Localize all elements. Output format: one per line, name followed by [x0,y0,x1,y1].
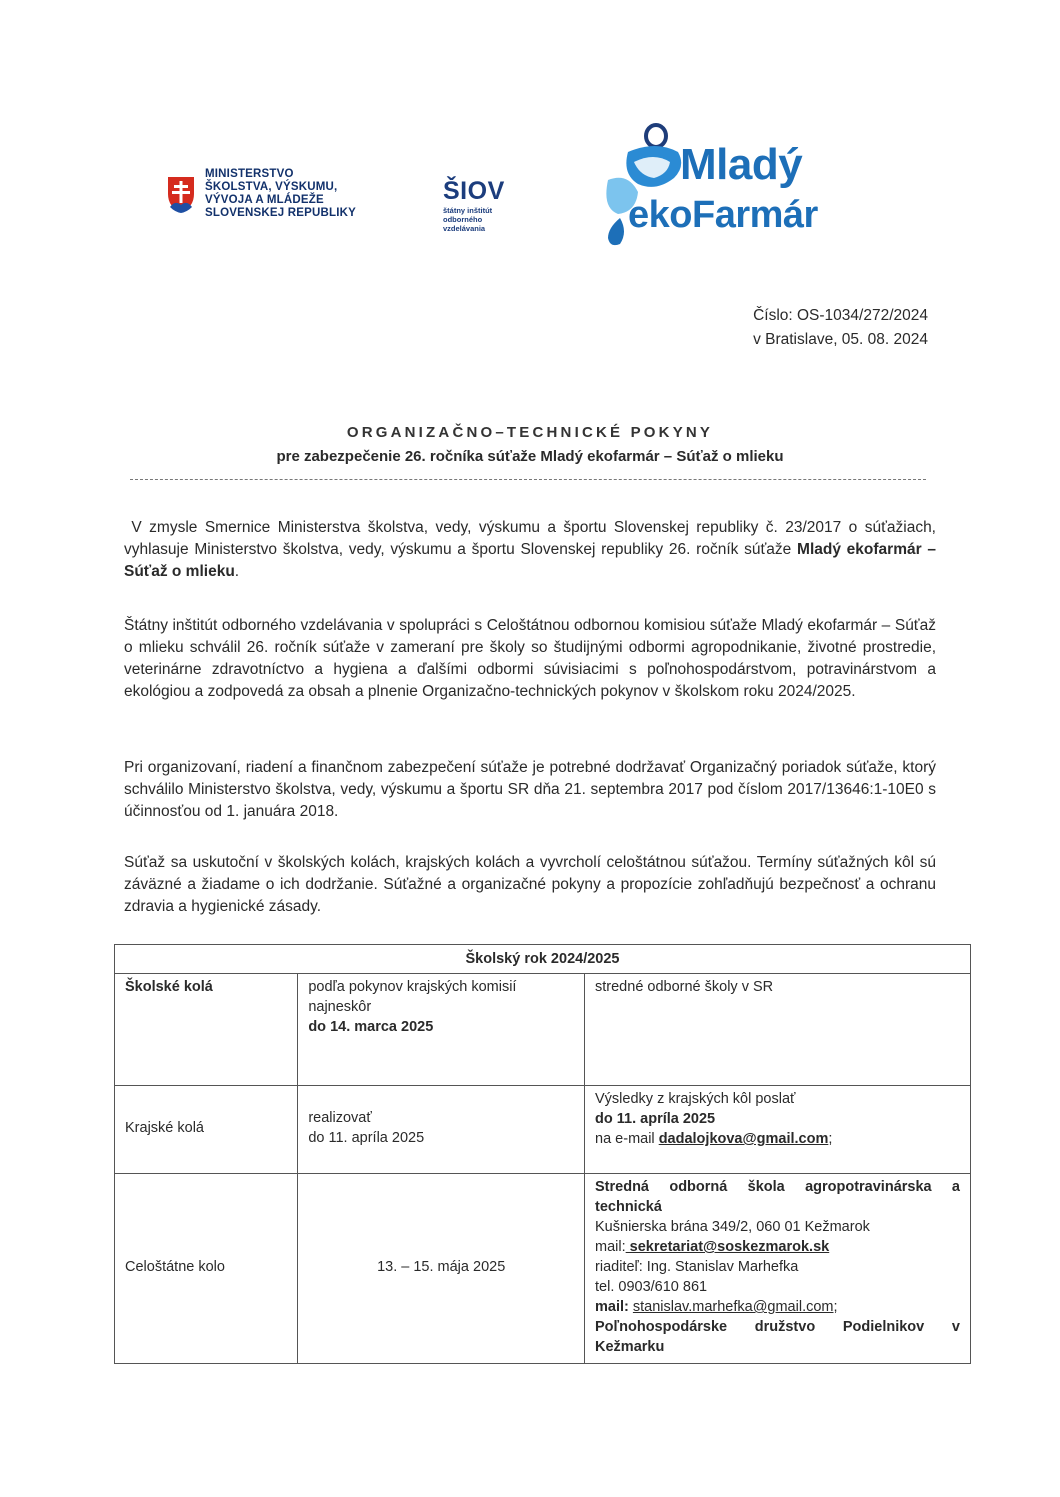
row-term: realizovať do 11. apríla 2025 [298,1086,585,1174]
paragraph-1: V zmysle Smernice Ministerstva školstva, vedy, výskumu a športu Slovenskej republiky č. 23/2017 o súťažiach, vyhlasuje Ministerstvo školstva, vedy, výskumu a športu Slovenskej republiky 26. ročník súťaže Mladý ekofarmár – Súťaž o mlieku. [124,519,936,580]
paragraph-2: Štátny inštitút odborného vzdelávania v spolupráci s Celoštátnou odbornou komisiou súťaže Mladý ekofarmár – Súťaž o mlieku schválil 26. ročník súťaže v zameraní pre školy so študijnými odbormi agropodnikanie, životné prostredie, veterinárne zdravotníctvo a hygiena a ďalšími odbormi súvisiacimi s poľnohospodárstvom, potravinárstvom a ekológiou a zodpovedá za obsah a plnenie Organizačno-technických pokynov v školskom roku 2024/2025. [124,617,936,700]
row-label: Celoštátne kolo [115,1174,298,1364]
schedule-table [114,944,971,1364]
ministry-logo [165,168,385,238]
document-title: ORGANIZAČNO–TECHNICKÉ POKYNY [346,424,714,441]
table-row-school [115,974,971,1086]
table-row-regional [115,1086,971,1174]
row-note: stredné odborné školy v SR [585,974,971,1086]
slovak-coat-of-arms-icon [165,174,197,214]
paragraph-4: Súťaž sa uskutoční v školských kolách, krajských kolách a vyvrcholí celoštátnou súťažou. Termíny súťažných kôl sú záväzné a žiadame o ich dodržanie. Súťažné a organizačné pokyny a propozície zohľadňujú bezpečnosť a ochranu zdravia a hygienické zásady. [124,854,936,915]
place-date: v Bratislave, 05. 08. 2024 [753,331,928,348]
document-subtitle: pre zabezpečenie 26. ročníka súťaže Mladý ekofarmár – Súťaž o mlieku [276,448,784,465]
table-header: Školský rok 2024/2025 [115,945,971,974]
siov-title: ŠIOV [443,177,505,205]
row-term: 13. – 15. mája 2025 [298,1174,585,1364]
logo-word-mlady: Mladý [680,140,803,189]
table-row-national [115,1174,971,1364]
reference-number: Číslo: OS-1034/272/2024 [753,307,928,324]
director-email-link[interactable]: stanislav.marhefka@gmail.com [632,1299,834,1315]
school-email-link[interactable]: sekretariat@soskezmarok.sk [625,1239,830,1255]
row-term: podľa pokynov krajských komisií najneskôr do 14. marca 2025 [298,974,585,1086]
row-label: Školské kolá [115,974,298,1086]
logo-word-ekofarmar: ekoFarmár [628,194,818,236]
table-header-row [115,945,971,974]
row-note: Výsledky z krajských kôl poslať do 11. apríla 2025 na e-mail dadalojkova@gmail.com; [585,1086,971,1174]
dashed-divider [130,479,926,480]
paragraph-3: Pri organizovaní, riadení a finančnom zabezpečení súťaže je potrebné dodržavať Organizačný poriadok súťaže, ktorý schválilo Ministerstvo školstva, vedy, výskumu a športu SR dňa 21. septembra 2017 pod číslom 2017/13646:1-10E0 s účinnosťou od 1. januára 2018. [124,759,936,820]
siov-logo [443,178,523,258]
row-note: Stredná odborná škola agropotravinárska a technická Kušnierska brána 349/2, 060 01 Kežmarok mail: sekretariat@soskezmarok.sk riaditeľ: Ing. Stanislav Marhefka tel. 0903/610 861 mail: stanislav.marhefka@gmail.com; Poľnohospodárske družstvo Podielnikov v Kežmarku [585,1174,971,1364]
reference-block [753,304,928,352]
ministry-name: MINISTERSTVO ŠKOLSTVA, VÝSKUMU, VÝVOJA A MLÁDEŽE SLOVENSKEJ REPUBLIKY [205,168,356,219]
siov-subtitle: štátny inštitút odborného vzdelávania [443,206,493,233]
regional-email-link[interactable]: dadalojkova@gmail.com [658,1131,829,1147]
cooperative-line: Poľnohospodárske družstvo Podielnikov v [595,1319,960,1335]
row-label: Krajské kolá [115,1086,298,1174]
mlady-ekofarmar-logo [598,122,828,252]
